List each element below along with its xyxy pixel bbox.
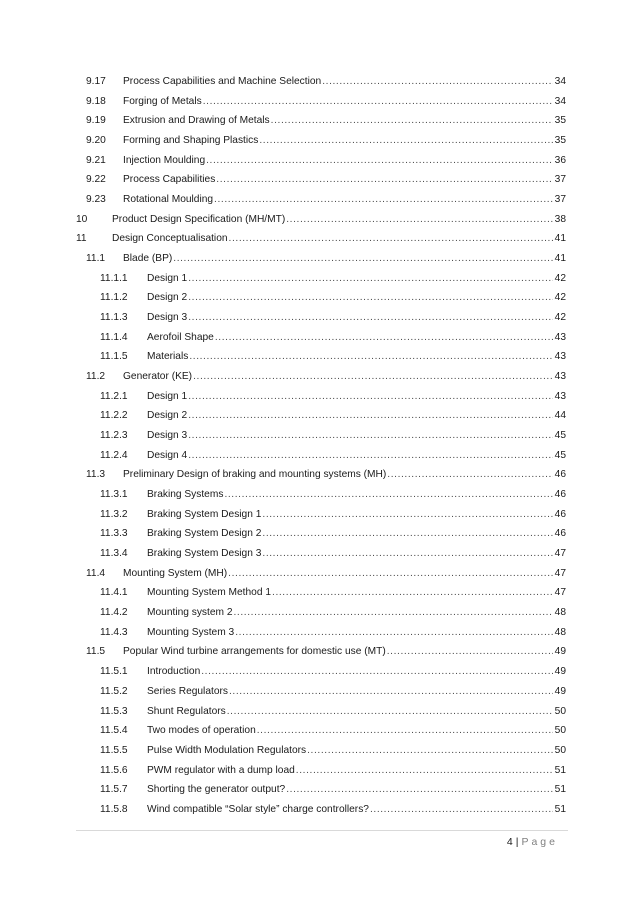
toc-entry-number: 11.3	[86, 469, 106, 481]
toc-entry-page: 44	[554, 410, 566, 422]
toc-entry-page: 38	[554, 213, 566, 225]
toc-entry-number: 11.5.8	[100, 803, 128, 815]
toc-dot-leader	[188, 288, 552, 308]
toc-entry-body	[123, 249, 566, 269]
toc-entry-number: 11.4.1	[100, 587, 128, 599]
toc-entry[interactable]	[0, 603, 638, 623]
toc-entry-number: 9.23	[86, 194, 106, 206]
toc-entry-number: 9.19	[86, 115, 106, 127]
toc-entry-body	[147, 485, 566, 505]
toc-dot-leader	[214, 190, 553, 210]
toc-entry-title: Rotational Moulding	[123, 194, 214, 206]
toc-entry-title: Braking Systems	[147, 489, 224, 501]
toc-entry-body	[147, 387, 566, 407]
toc-entry[interactable]	[0, 210, 638, 230]
toc-entry[interactable]	[0, 170, 638, 190]
toc-entry-page: 45	[554, 449, 566, 461]
toc-entry[interactable]	[0, 387, 638, 407]
toc-entry[interactable]	[0, 583, 638, 603]
toc-entry-number: 11.5.4	[100, 725, 128, 737]
toc-entry-body	[147, 524, 566, 544]
toc-dot-leader	[235, 623, 552, 643]
toc-entry-title: Aerofoil Shape	[147, 331, 214, 343]
toc-entry-number: 11.3.1	[100, 489, 128, 501]
toc-dot-leader	[229, 682, 553, 702]
toc-entry[interactable]	[0, 761, 638, 781]
toc-entry-page: 47	[554, 548, 566, 560]
toc-entry-body	[123, 92, 566, 112]
toc-entry-title: Design 1	[147, 272, 188, 284]
page-footer	[507, 836, 558, 848]
toc-entry-body	[147, 269, 566, 289]
toc-entry-body	[147, 308, 566, 328]
toc-entry[interactable]	[0, 288, 638, 308]
toc-entry-body	[147, 741, 566, 761]
toc-entry-title: Materials	[147, 351, 189, 363]
toc-entry-body	[147, 544, 566, 564]
toc-entry-body	[147, 780, 566, 800]
toc-entry-page: 34	[554, 95, 566, 107]
toc-entry-number: 11.5.1	[100, 666, 128, 678]
toc-entry-title: Introduction	[147, 666, 201, 678]
toc-entry-number: 11.5.5	[100, 744, 128, 756]
toc-entry-title: Design 3	[147, 430, 188, 442]
toc-entry-number: 9.22	[86, 174, 106, 186]
toc-entry[interactable]	[0, 269, 638, 289]
toc-entry[interactable]	[0, 72, 638, 92]
toc-entry-body	[123, 190, 566, 210]
toc-entry[interactable]	[0, 328, 638, 348]
toc-entry[interactable]	[0, 642, 638, 662]
toc-dot-leader	[188, 406, 552, 426]
toc-entry-page: 51	[554, 784, 566, 796]
toc-entry-body	[123, 642, 566, 662]
toc-entry-page: 43	[554, 351, 566, 363]
toc-entry[interactable]	[0, 151, 638, 171]
toc-entry-body	[112, 210, 566, 230]
toc-entry-page: 42	[554, 292, 566, 304]
toc-entry-page: 46	[554, 469, 566, 481]
toc-entry[interactable]	[0, 347, 638, 367]
toc-dot-leader	[188, 308, 552, 328]
toc-entry-body	[123, 72, 566, 92]
toc-entry-number: 11.3.4	[100, 548, 128, 560]
toc-dot-leader	[188, 387, 552, 407]
toc-entry-title: Wind compatible “Solar style” charge controllers?	[147, 803, 369, 815]
toc-entry-title: Braking System Design 3	[147, 548, 262, 560]
toc-dot-leader	[259, 131, 552, 151]
toc-entry-page: 50	[554, 705, 566, 717]
toc-dot-leader	[206, 151, 553, 171]
toc-entry-title: Mounting System (MH)	[123, 567, 228, 579]
toc-entry-page: 51	[554, 803, 566, 815]
toc-entry-title: Series Regulators	[147, 685, 228, 697]
toc-entry-body	[147, 721, 566, 741]
toc-entry-page: 42	[554, 312, 566, 324]
toc-dot-leader	[307, 741, 553, 761]
toc-entry-page: 50	[554, 744, 566, 756]
toc-entry[interactable]	[0, 741, 638, 761]
toc-entry-page: 48	[554, 626, 566, 638]
toc-entry-number: 11.4	[86, 567, 106, 579]
toc-entry-page: 35	[554, 115, 566, 127]
footer-page-number: 4	[506, 836, 513, 848]
toc-entry-body	[147, 583, 566, 603]
toc-entry-body	[147, 702, 566, 722]
toc-dot-leader	[234, 603, 553, 623]
toc-entry[interactable]	[0, 800, 638, 820]
toc-entry-title: Mounting system 2	[147, 607, 233, 619]
toc-dot-leader	[387, 642, 553, 662]
toc-dot-leader	[188, 269, 552, 289]
toc-entry-body	[123, 131, 566, 151]
toc-dot-leader	[262, 544, 552, 564]
toc-entry-page: 36	[554, 154, 566, 166]
toc-entry-body	[123, 151, 566, 171]
toc-entry-number: 10	[76, 213, 88, 225]
toc-entry-page: 37	[554, 174, 566, 186]
toc-entry-number: 11.1.2	[100, 292, 128, 304]
toc-entry[interactable]	[0, 485, 638, 505]
toc-entry-page: 41	[554, 253, 566, 265]
toc-entry-page: 48	[554, 607, 566, 619]
toc-entry-title: PWM regulator with a dump load	[147, 764, 295, 776]
toc-dot-leader	[215, 328, 553, 348]
toc-entry[interactable]	[0, 662, 638, 682]
toc-entry-number: 11.3.3	[100, 528, 128, 540]
toc-entry-body	[147, 328, 566, 348]
toc-entry-page: 43	[554, 390, 566, 402]
toc-entry[interactable]	[0, 505, 638, 525]
toc-entry-number: 11.3.2	[100, 508, 128, 520]
toc-entry-body	[147, 505, 566, 525]
toc-dot-leader	[224, 485, 552, 505]
toc-entry-page: 47	[554, 567, 566, 579]
toc-entry-title: Product Design Specification (MH/MT)	[112, 213, 286, 225]
toc-entry-page: 35	[554, 135, 566, 147]
toc-entry-page: 45	[554, 430, 566, 442]
toc-entry-page: 49	[554, 666, 566, 678]
footer-separator: |	[515, 836, 519, 848]
footer-divider	[76, 830, 568, 831]
toc-entry-number: 9.18	[86, 95, 106, 107]
toc-entry-number: 9.20	[86, 135, 106, 147]
toc-entry[interactable]	[0, 446, 638, 466]
toc-entry-title: Design 3	[147, 312, 188, 324]
toc-entry-number: 11.5.6	[100, 764, 128, 776]
toc-entry-body	[147, 662, 566, 682]
toc-entry-page: 34	[554, 76, 566, 87]
toc-entry-number: 11.5.3	[100, 705, 128, 717]
toc-entry-number: 11.1.4	[100, 331, 128, 343]
toc-entry[interactable]	[0, 111, 638, 131]
toc-entry-number: 11	[76, 233, 87, 245]
toc-dot-leader	[229, 229, 553, 249]
toc-entry-body	[123, 170, 566, 190]
toc-entry-page: 41	[554, 233, 566, 245]
toc-entry-body	[123, 564, 566, 584]
toc-entry-number: 11.2	[86, 371, 106, 383]
toc-entry-title: Generator (KE)	[123, 371, 193, 383]
toc-entry-number: 11.5.2	[100, 685, 128, 697]
toc-entry-title: Design 4	[147, 449, 188, 461]
table-of-contents	[0, 72, 638, 820]
toc-entry-body	[147, 761, 566, 781]
toc-entry-body	[147, 288, 566, 308]
toc-entry-title: Blade (BP)	[123, 253, 173, 265]
toc-entry-body	[147, 623, 566, 643]
toc-entry-title: Pulse Width Modulation Regulators	[147, 744, 307, 756]
toc-entry-page: 49	[554, 646, 566, 658]
toc-entry-title: Injection Moulding	[123, 154, 206, 166]
toc-entry[interactable]	[0, 426, 638, 446]
toc-dot-leader	[201, 662, 552, 682]
toc-entry-title: Two modes of operation	[147, 725, 256, 737]
toc-entry-body	[123, 465, 566, 485]
toc-entry-number: 11.1.5	[100, 351, 128, 363]
toc-dot-leader	[193, 367, 553, 387]
toc-entry-number: 11.2.2	[100, 410, 128, 422]
toc-dot-leader	[322, 72, 552, 92]
toc-entry[interactable]	[0, 190, 638, 210]
toc-entry-page: 43	[554, 331, 566, 343]
toc-entry-page: 42	[554, 272, 566, 284]
toc-entry-body	[123, 367, 566, 387]
toc-entry-page: 47	[554, 587, 566, 599]
toc-entry-title: Process Capabilities	[123, 174, 216, 186]
toc-entry-number: 11.4.2	[100, 607, 128, 619]
toc-entry-body	[147, 682, 566, 702]
toc-entry-title: Design 2	[147, 410, 188, 422]
toc-entry-body	[123, 111, 566, 131]
toc-entry-body	[147, 800, 566, 820]
toc-entry-title: Design 2	[147, 292, 188, 304]
toc-entry-page: 46	[554, 489, 566, 501]
toc-dot-leader	[257, 721, 553, 741]
toc-entry-body	[147, 406, 566, 426]
toc-entry-number: 11.1	[86, 253, 106, 265]
toc-entry[interactable]	[0, 92, 638, 112]
toc-entry-body	[147, 446, 566, 466]
toc-entry[interactable]	[0, 308, 638, 328]
toc-entry-title: Shunt Regulators	[147, 705, 226, 717]
toc-dot-leader	[286, 780, 552, 800]
toc-entry[interactable]	[0, 780, 638, 800]
toc-entry-page: 46	[554, 508, 566, 520]
toc-dot-leader	[188, 446, 552, 466]
toc-entry-number: 11.5	[86, 646, 106, 658]
toc-entry-body	[112, 229, 566, 249]
footer-page-word: Page	[521, 836, 558, 848]
toc-entry-title: Extrusion and Drawing of Metals	[123, 115, 270, 127]
toc-entry[interactable]	[0, 229, 638, 249]
toc-dot-leader	[216, 170, 552, 190]
toc-dot-leader	[272, 583, 553, 603]
toc-dot-leader	[271, 111, 553, 131]
toc-entry-title: Popular Wind turbine arrangements for domestic use (MT)	[123, 646, 386, 658]
toc-entry-number: 11.5.7	[100, 784, 128, 796]
toc-entry[interactable]	[0, 406, 638, 426]
toc-entry-title: Design 1	[147, 390, 188, 402]
toc-entry-number: 11.2.3	[100, 430, 128, 442]
toc-entry-number: 11.4.3	[100, 626, 128, 638]
toc-dot-leader	[203, 92, 553, 112]
toc-entry-number: 11.1.1	[100, 272, 128, 284]
toc-dot-leader	[262, 505, 552, 525]
toc-entry[interactable]	[0, 524, 638, 544]
toc-entry[interactable]	[0, 544, 638, 564]
toc-dot-leader	[262, 524, 552, 544]
toc-entry-title: Forming and Shaping Plastics	[123, 135, 259, 147]
toc-entry-page: 43	[554, 371, 566, 383]
toc-dot-leader	[173, 249, 552, 269]
toc-entry-number: 11.2.1	[100, 390, 128, 402]
toc-entry[interactable]	[0, 249, 638, 269]
toc-entry[interactable]	[0, 367, 638, 387]
toc-entry-body	[147, 347, 566, 367]
toc-entry-number: 9.17	[86, 76, 106, 87]
toc-entry[interactable]	[0, 465, 638, 485]
toc-entry[interactable]	[0, 721, 638, 741]
toc-entry-number: 11.2.4	[100, 449, 128, 461]
toc-entry[interactable]	[0, 702, 638, 722]
toc-entry-page: 50	[554, 725, 566, 737]
toc-entry-body	[147, 426, 566, 446]
toc-entry-page: 37	[554, 194, 566, 206]
toc-entry-page: 49	[554, 685, 566, 697]
toc-entry[interactable]	[0, 131, 638, 151]
toc-dot-leader	[188, 426, 552, 446]
toc-entry-title: Braking System Design 2	[147, 528, 262, 540]
toc-entry-title: Shorting the generator output?	[147, 784, 286, 796]
toc-entry-page: 46	[554, 528, 566, 540]
toc-entry-body	[147, 603, 566, 623]
toc-dot-leader	[370, 800, 553, 820]
toc-entry-title: Mounting System Method 1	[147, 587, 272, 599]
toc-entry[interactable]	[0, 623, 638, 643]
toc-entry[interactable]	[0, 682, 638, 702]
toc-entry-title: Forging of Metals	[123, 95, 202, 107]
toc-dot-leader	[228, 564, 552, 584]
toc-entry-number: 11.1.3	[100, 312, 128, 324]
toc-entry-title: Preliminary Design of braking and mounting systems (MH)	[123, 469, 387, 481]
toc-dot-leader	[296, 761, 553, 781]
toc-entry-number: 9.21	[86, 154, 106, 166]
toc-entry-page: 51	[554, 764, 566, 776]
toc-entry[interactable]	[0, 564, 638, 584]
toc-dot-leader	[387, 465, 552, 485]
toc-entry-title: Process Capabilities and Machine Selection	[123, 76, 322, 87]
toc-entry-title: Braking System Design 1	[147, 508, 262, 520]
toc-dot-leader	[189, 347, 552, 367]
toc-entry-title: Design Conceptualisation	[112, 233, 228, 245]
toc-dot-leader	[227, 702, 553, 722]
toc-entry-title: Mounting System 3	[147, 626, 235, 638]
toc-dot-leader	[286, 210, 552, 230]
